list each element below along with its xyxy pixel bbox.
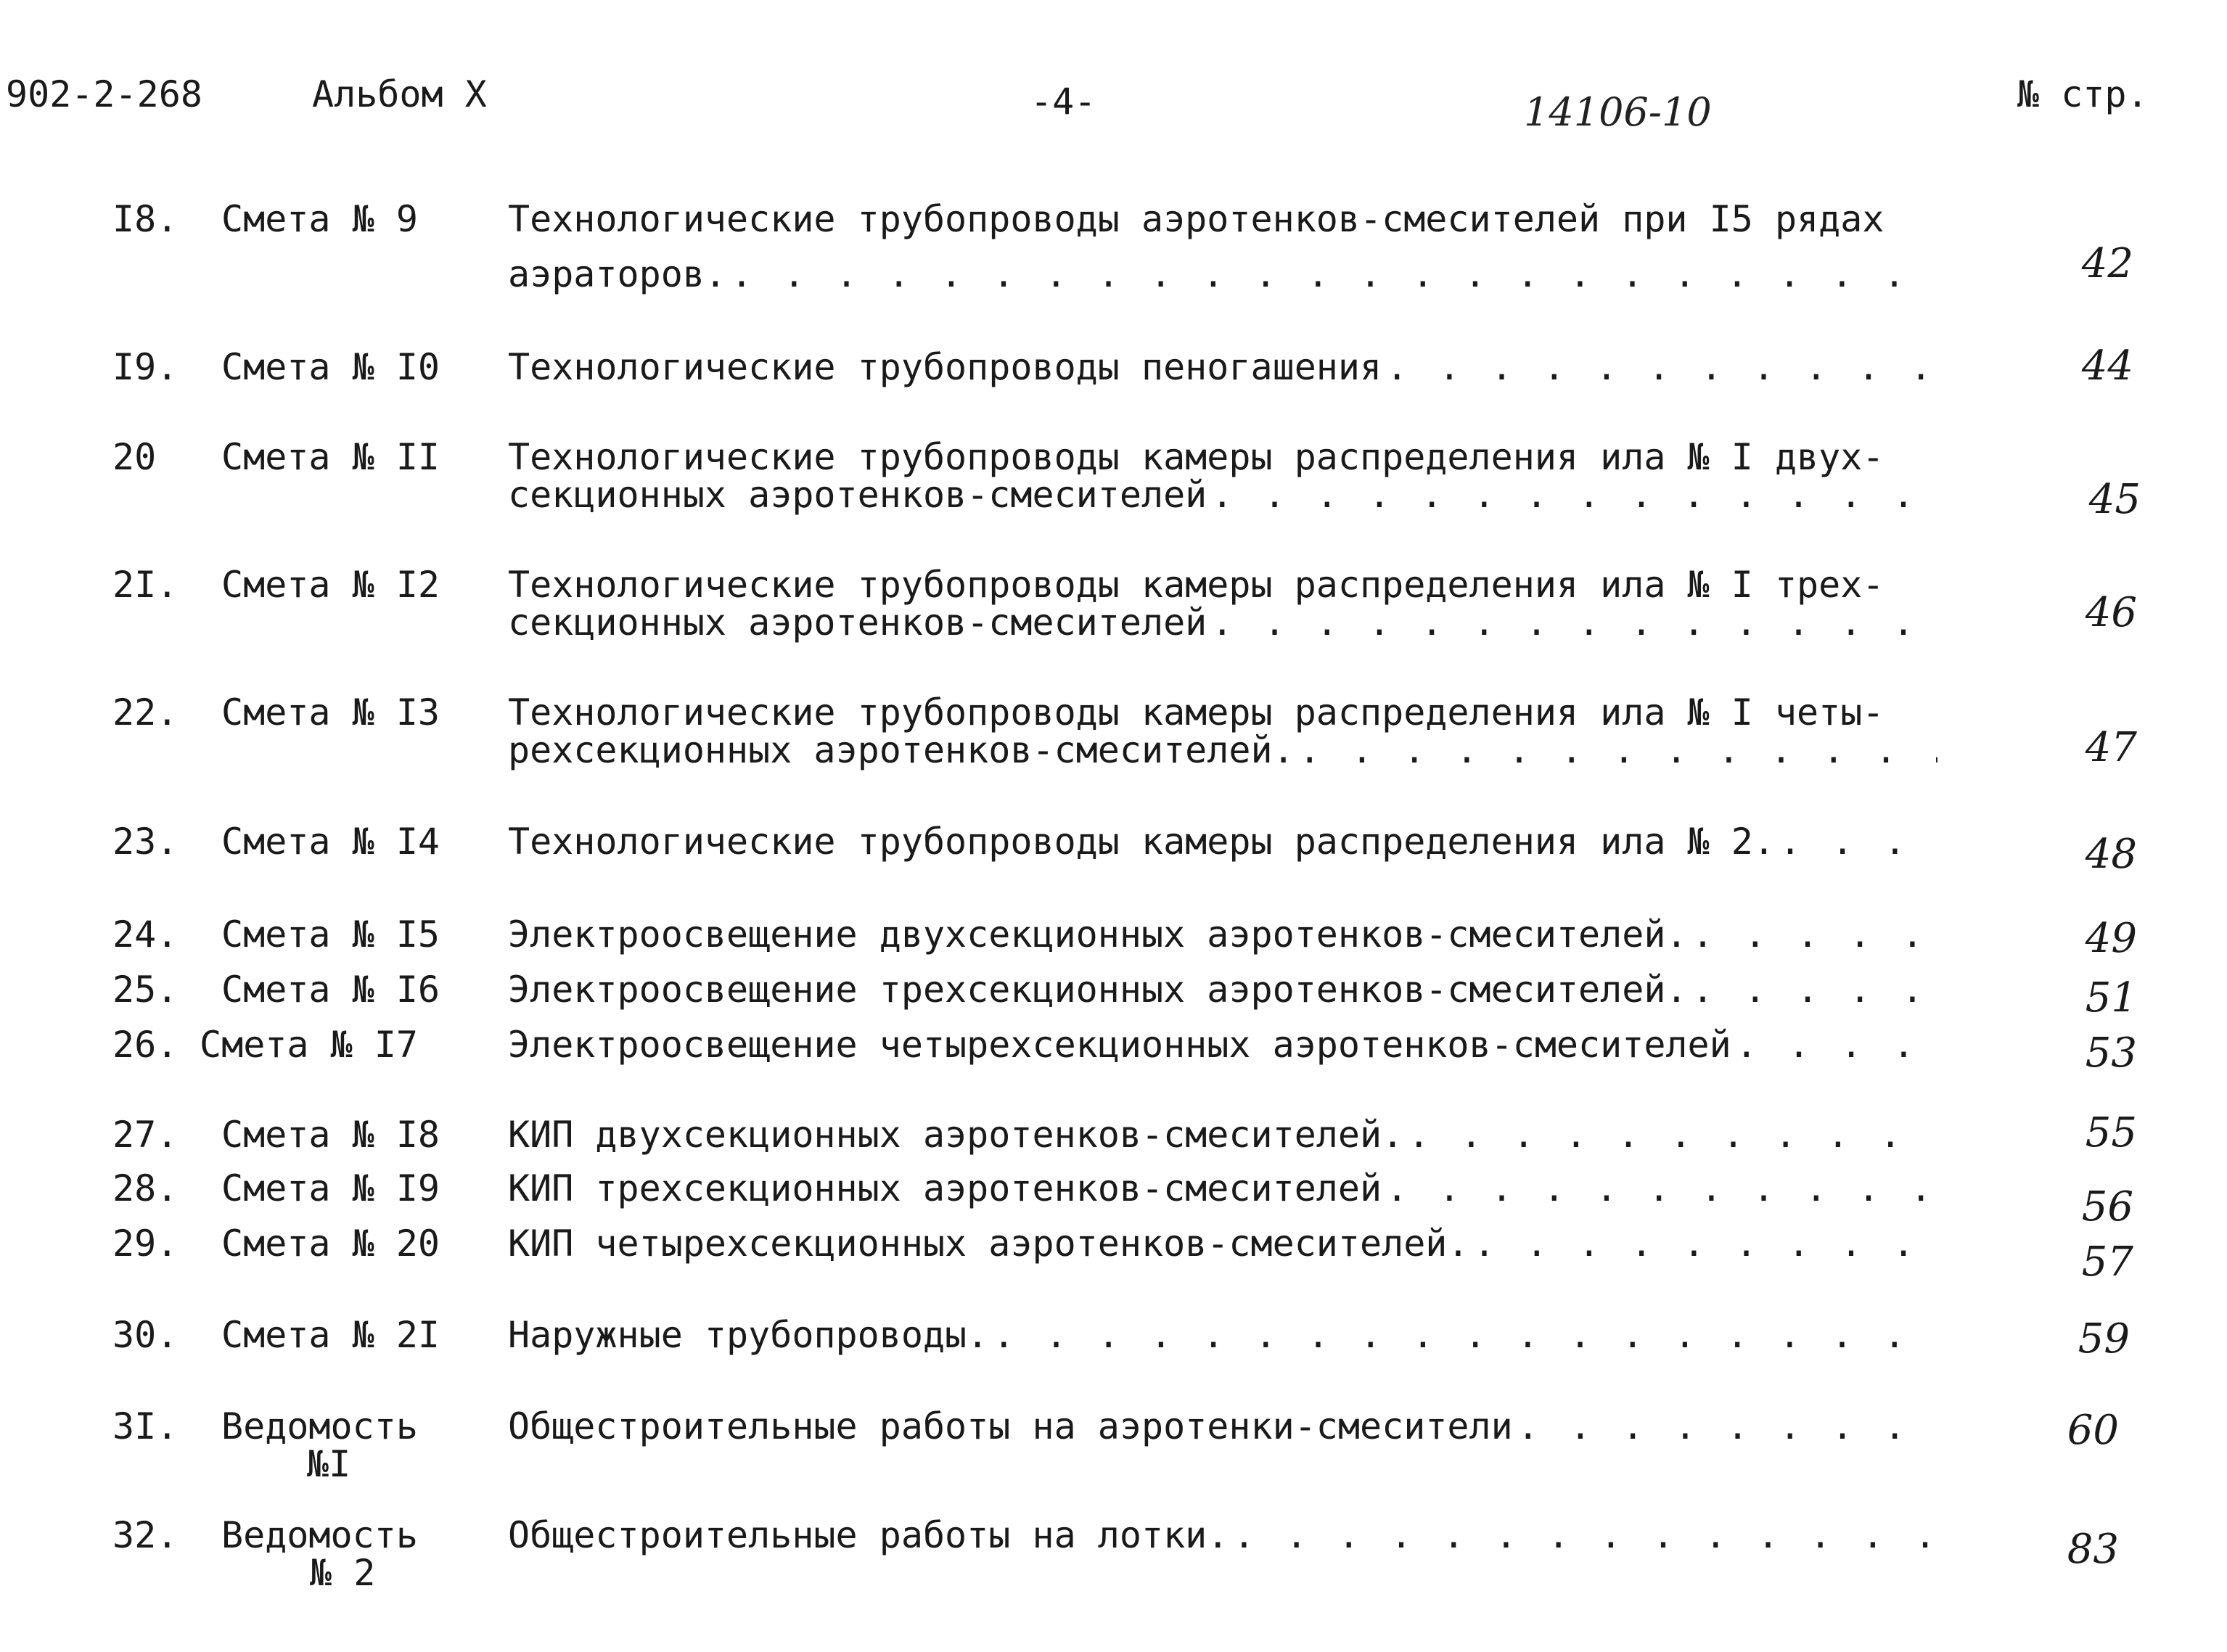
entry-document (221, 1116, 468, 1154)
entry-title (508, 969, 1937, 1011)
entry-title (508, 1222, 1937, 1265)
entry-page-number: 55 (2085, 1109, 2137, 1156)
entry-document (221, 566, 468, 604)
entry-title (508, 200, 1937, 293)
entry-title-line1: Технологические трубопроводы аэротенков-смесителей при I5 рядах (508, 198, 1884, 240)
entry-title (508, 438, 1937, 514)
entry-document-label: Смета № I9 (221, 1167, 440, 1209)
entry-page-number: 53 (2085, 1030, 2137, 1077)
entry-title (508, 691, 1937, 771)
leader-dots (1736, 1026, 1937, 1064)
leader-dots (1408, 1116, 1937, 1154)
entry-document (200, 1026, 446, 1064)
entry-document-label: Смета № 9 (221, 198, 418, 240)
entry-title (508, 1405, 1937, 1447)
leader-dots (1386, 348, 1937, 386)
entry-title-line: КИП четырехсекционных аэротенков-смесителей. (508, 1222, 1469, 1265)
entry-title-line: Общестроительные работы на аэротенки-смесители (508, 1405, 1513, 1447)
entry-document-label: Смета № II (221, 436, 440, 478)
entry-document (221, 913, 468, 956)
entry-document-label: Смета № I0 (221, 346, 440, 388)
entry-document-label: Смета № 20 (221, 1222, 440, 1265)
entry-document-label: Смета № I6 (221, 969, 440, 1011)
document-code: 902-2-268 (6, 73, 202, 115)
entry-title-line2: аэраторов. (508, 253, 727, 295)
entry-number: 30. (112, 1314, 179, 1356)
entry-document (221, 969, 468, 1011)
entry-page-number: 48 (2085, 831, 2137, 878)
leader-dots (993, 1316, 1937, 1354)
entry-title (508, 348, 1937, 386)
entry-document (221, 1222, 468, 1265)
entry-page-number: 60 (2067, 1407, 2119, 1454)
entry-title-line: КИП трехсекционных аэротенков-смесителей (508, 1167, 1382, 1209)
entry-document (221, 348, 468, 386)
entry-title (508, 1026, 1937, 1064)
entry-title-line2: секционных аэротенков-смесителей (508, 474, 1207, 516)
entry-page-number: 46 (2085, 589, 2137, 636)
entry-document (221, 821, 468, 863)
entry-title-line1: Технологические трубопроводы камеры распределения ила № I трех- (508, 564, 1884, 606)
entry-page-number: 45 (2088, 476, 2141, 523)
entry-document (221, 1316, 468, 1354)
entry-title-line1: Технологические трубопроводы камеры распределения ила № I четы- (508, 691, 1884, 733)
entry-document (221, 1516, 468, 1592)
leader-dots (1386, 1170, 1937, 1207)
entry-number: I9. (112, 346, 179, 388)
entry-document (221, 438, 468, 476)
entry-number: 25. (112, 969, 179, 1011)
leader-dots (731, 255, 1937, 293)
entry-title-line2: секционных аэротенков-смесителей (508, 601, 1207, 644)
entry-title-line: Общестроительные работы на лотки. (508, 1514, 1229, 1556)
entry-document-label: Ведомость (221, 1514, 418, 1556)
page-column-label: № стр. (2017, 73, 2149, 115)
entry-number: 2I. (112, 564, 179, 606)
entry-title-line: Технологические трубопроводы камеры распределения ила № 2. (508, 821, 1775, 863)
entry-document-label: Смета № I7 (200, 1024, 419, 1066)
entry-document-label: Смета № I3 (221, 691, 440, 733)
page-mark: -4- (1030, 81, 1096, 123)
entry-number: 27. (112, 1114, 179, 1156)
entry-number: 24. (112, 913, 179, 956)
entry-title (508, 821, 1937, 863)
entry-document-label: Смета № I4 (221, 821, 440, 863)
entry-page-number: 49 (2085, 915, 2137, 962)
entry-title (508, 1167, 1937, 1209)
entry-title (508, 913, 1937, 956)
leader-dots (1692, 916, 1937, 953)
entry-title-line: Наружные трубопроводы. (508, 1314, 989, 1356)
leader-dots (1211, 604, 1937, 641)
entry-document-number: №I (307, 1443, 351, 1485)
entry-title-line: КИП двухсекционных аэротенков-смесителей. (508, 1114, 1404, 1156)
leader-dots (1779, 823, 1937, 860)
entry-page-number: 47 (2085, 724, 2137, 771)
entry-document (221, 1405, 468, 1485)
leader-dots (1233, 1516, 1937, 1554)
entry-document-label: Смета № I2 (221, 564, 440, 606)
entry-document-label: Смета № I8 (221, 1114, 440, 1156)
entry-title-line: Электроосвещение трехсекционных аэротенков-смесителей. (508, 969, 1688, 1011)
leader-dots (1517, 1408, 1937, 1445)
entry-document-label: Смета № 2I (221, 1314, 440, 1356)
entry-title-line: Электроосвещение четырехсекционных аэротенков-смесителей (508, 1024, 1731, 1066)
leader-dots (1692, 971, 1937, 1008)
entry-title-line2: рехсекционных аэротенков-смесителей. (508, 729, 1295, 771)
entry-document (221, 200, 468, 238)
entry-page-number: 59 (2078, 1315, 2130, 1363)
entry-title (508, 564, 1937, 644)
entry-number: 28. (112, 1167, 179, 1209)
entry-number: 22. (112, 691, 179, 733)
entry-number: I8. (112, 198, 179, 240)
entry-document (221, 691, 468, 733)
entry-title-line: Электроосвещение двухсекционных аэротенков-смесителей. (508, 913, 1688, 956)
entry-number: 20 (112, 436, 157, 478)
entry-number: 26. (112, 1024, 179, 1066)
entry-page-number: 57 (2081, 1238, 2133, 1286)
entry-document-number: № 2 (310, 1552, 376, 1594)
entry-page-number: 56 (2081, 1183, 2133, 1230)
entry-number: 3I. (112, 1405, 179, 1447)
entry-number: 29. (112, 1222, 179, 1265)
entry-title (508, 1116, 1937, 1154)
entry-page-number: 51 (2085, 974, 2137, 1022)
entry-title (508, 1316, 1937, 1354)
entry-page-number: 44 (2081, 342, 2133, 390)
entry-title-line1: Технологические трубопроводы камеры распределения ила № I двух- (508, 436, 1884, 478)
entry-page-number: 83 (2067, 1526, 2119, 1573)
entry-number: 32. (112, 1514, 179, 1556)
entry-number: 23. (112, 821, 179, 863)
entry-title (508, 1516, 1937, 1554)
entry-document (221, 1167, 468, 1209)
entry-page-number: 42 (2081, 240, 2133, 287)
entry-title-line: Технологические трубопроводы пеногашения (508, 346, 1382, 388)
entry-document-label: Ведомость (221, 1405, 418, 1447)
leader-dots (1299, 731, 1937, 769)
leader-dots (1474, 1225, 1937, 1262)
entry-document-label: Смета № I5 (221, 913, 440, 956)
leader-dots (1211, 476, 1937, 514)
handwritten-reference: 14106-10 (1524, 89, 1712, 135)
album-label: Альбом X (312, 73, 487, 115)
